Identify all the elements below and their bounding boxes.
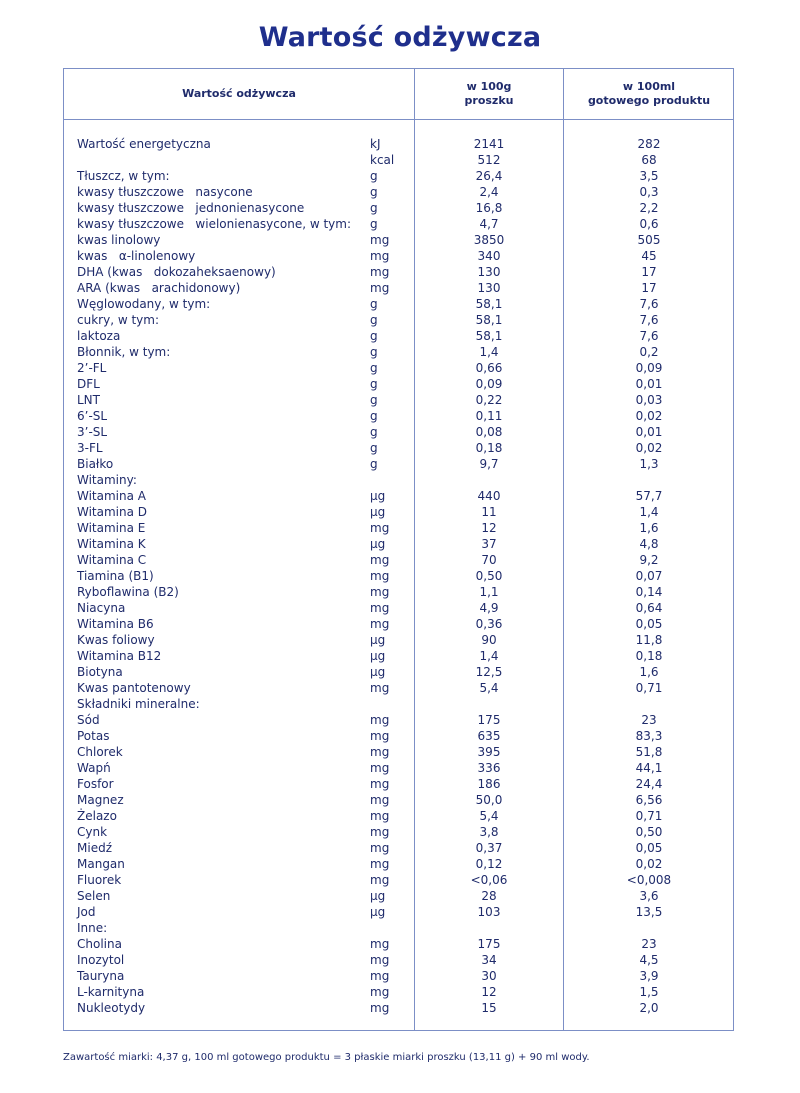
nutrient-name: Mangan	[77, 857, 125, 871]
nutrient-name: kwasy tłuszczowe nasycone	[77, 185, 253, 199]
table-row	[64, 392, 735, 408]
nutrient-name: DHA (kwas dokozaheksaenowy)	[77, 265, 276, 279]
nutrient-name: Nukleotydy	[77, 1001, 146, 1015]
nutrient-name: Białko	[77, 457, 114, 471]
unit-cell: mg	[370, 1001, 390, 1015]
header-100g-cell	[415, 69, 563, 119]
unit-cell: g	[370, 185, 378, 199]
value-100g: 0,22	[475, 393, 503, 407]
value-100ml: 6,56	[635, 793, 663, 807]
nutrient-name: Fluorek	[77, 873, 122, 887]
value-100g: 1,4	[479, 345, 499, 359]
table-row	[64, 968, 735, 984]
table-row	[64, 520, 735, 536]
value-100g: <0,06	[470, 873, 508, 887]
table-row	[64, 312, 735, 328]
table-row	[64, 984, 735, 1000]
unit-cell: µg	[370, 665, 386, 679]
unit-cell: g	[370, 393, 378, 407]
nutrient-name: Miedź	[77, 841, 112, 855]
value-100ml: 0,02	[635, 441, 663, 455]
table-row	[64, 296, 735, 312]
value-100ml: 4,8	[639, 537, 659, 551]
table-row	[64, 840, 735, 856]
value-100ml: 17	[641, 265, 657, 279]
nutrient-name: Węglowodany, w tym:	[77, 297, 211, 311]
nutrient-name: Fosfor	[77, 777, 114, 791]
header-100g-line1: w 100g	[466, 80, 512, 93]
unit-cell: mg	[370, 617, 390, 631]
nutrient-name: Magnez	[77, 793, 124, 807]
nutrient-name: kwas linolowy	[77, 233, 161, 247]
nutrient-name: Błonnik, w tym:	[77, 345, 171, 359]
table-row	[64, 360, 735, 376]
value-100ml: 9,2	[639, 553, 659, 567]
value-100g: 5,4	[479, 809, 499, 823]
nutrient-name: 6’-SL	[77, 409, 108, 423]
value-100ml: 0,03	[635, 393, 663, 407]
table-row	[64, 280, 735, 296]
value-100g: 4,9	[479, 601, 499, 615]
header-100ml-line1: w 100ml	[622, 80, 676, 93]
table-row	[64, 264, 735, 280]
value-100g: 186	[477, 777, 501, 791]
value-100ml: 17	[641, 281, 657, 295]
value-100g: 635	[477, 729, 501, 743]
unit-cell: g	[370, 409, 378, 423]
unit-cell: g	[370, 217, 378, 231]
value-100g: 130	[477, 265, 501, 279]
nutrient-name: Witamina K	[77, 537, 146, 551]
value-100ml: 0,01	[635, 377, 663, 391]
unit-cell: kcal	[370, 153, 395, 167]
unit-cell: mg	[370, 265, 390, 279]
value-100g: 58,1	[475, 329, 503, 343]
value-100ml: 3,9	[639, 969, 659, 983]
value-100ml: 7,6	[639, 329, 659, 343]
table-row	[64, 200, 735, 216]
value-100g: 11	[481, 505, 497, 519]
nutrient-name: Witamina C	[77, 553, 147, 567]
table-row	[64, 136, 735, 152]
nutrient-name: Wartość energetyczna	[77, 137, 211, 151]
table-row	[64, 376, 735, 392]
value-100g: 12	[481, 521, 497, 535]
unit-cell: mg	[370, 809, 390, 823]
nutrient-name: Kwas pantotenowy	[77, 681, 191, 695]
table-row	[64, 712, 735, 728]
unit-cell: g	[370, 169, 378, 183]
nutrient-name: Selen	[77, 889, 111, 903]
value-100g: 0,09	[475, 377, 503, 391]
value-100g: 0,50	[475, 569, 503, 583]
unit-cell: mg	[370, 569, 390, 583]
table-row	[64, 456, 735, 472]
unit-cell: µg	[370, 905, 386, 919]
table-row	[64, 696, 735, 712]
unit-cell: mg	[370, 233, 390, 247]
value-100ml: 0,3	[639, 185, 659, 199]
table-row	[64, 664, 735, 680]
value-100ml: 7,6	[639, 297, 659, 311]
unit-cell: g	[370, 313, 378, 327]
nutrient-name: Witamina A	[77, 489, 146, 503]
value-100ml: 57,7	[635, 489, 663, 503]
value-100ml: 0,64	[635, 601, 663, 615]
value-100g: 395	[477, 745, 501, 759]
table-row	[64, 504, 735, 520]
nutrient-name: 2’-FL	[77, 361, 107, 375]
unit-cell: mg	[370, 585, 390, 599]
unit-cell: µg	[370, 505, 386, 519]
table-row	[64, 952, 735, 968]
nutrient-name: Witamina B6	[77, 617, 154, 631]
nutrient-name: laktoza	[77, 329, 121, 343]
table-row	[64, 632, 735, 648]
nutrient-name: Tauryna	[77, 969, 125, 983]
table-row	[64, 216, 735, 232]
value-100ml: 0,6	[639, 217, 659, 231]
unit-cell: mg	[370, 761, 390, 775]
page-title: Wartość odżywcza	[258, 22, 542, 53]
value-100g: 9,7	[479, 457, 499, 471]
table-row	[64, 648, 735, 664]
value-100ml: 0,71	[635, 681, 663, 695]
table-body	[64, 136, 735, 1016]
table-row	[64, 792, 735, 808]
nutrient-name: Witamina E	[77, 521, 146, 535]
unit-cell: mg	[370, 937, 390, 951]
value-100g: 15	[481, 1001, 497, 1015]
table-row	[64, 904, 735, 920]
value-100g: 3850	[473, 233, 505, 247]
unit-cell: mg	[370, 729, 390, 743]
value-100ml: 0,02	[635, 857, 663, 871]
nutrient-name: kwasy tłuszczowe wielonienasycone, w tym:	[77, 217, 352, 231]
value-100ml: 23	[641, 937, 657, 951]
table-row	[64, 616, 735, 632]
table-row	[64, 344, 735, 360]
value-100ml: 1,4	[639, 505, 659, 519]
table-row	[64, 872, 735, 888]
table-row	[64, 440, 735, 456]
value-100g: 90	[481, 633, 497, 647]
value-100g: 26,4	[475, 169, 503, 183]
value-100ml: 1,3	[639, 457, 659, 471]
table-row	[64, 552, 735, 568]
unit-cell: g	[370, 329, 378, 343]
table-row	[64, 776, 735, 792]
table-row	[64, 728, 735, 744]
value-100g: 12,5	[475, 665, 503, 679]
value-100g: 440	[477, 489, 501, 503]
value-100g: 2141	[473, 137, 505, 151]
unit-cell: mg	[370, 249, 390, 263]
nutrient-name: Cynk	[77, 825, 108, 839]
table-row	[64, 184, 735, 200]
nutrient-name: Tiamina (B1)	[77, 569, 154, 583]
value-100g: 37	[481, 537, 497, 551]
value-100ml: 0,18	[635, 649, 663, 663]
nutrient-name: Żelazo	[77, 809, 117, 823]
value-100g: 12	[481, 985, 497, 999]
table-row	[64, 536, 735, 552]
unit-cell: g	[370, 201, 378, 215]
value-100g: 28	[481, 889, 497, 903]
unit-cell: mg	[370, 281, 390, 295]
unit-cell: g	[370, 425, 378, 439]
value-100ml: 1,6	[639, 521, 659, 535]
value-100ml: 44,1	[635, 761, 663, 775]
table-row	[64, 584, 735, 600]
value-100g: 34	[481, 953, 497, 967]
table-row	[64, 760, 735, 776]
table-row	[64, 408, 735, 424]
value-100ml: 505	[637, 233, 661, 247]
value-100g: 58,1	[475, 313, 503, 327]
table-row	[64, 232, 735, 248]
value-100ml: 11,8	[635, 633, 663, 647]
header-100ml-cell	[564, 69, 734, 119]
value-100ml: 0,07	[635, 569, 663, 583]
table-row	[64, 424, 735, 440]
value-100ml: 282	[637, 137, 661, 151]
value-100g: 0,18	[475, 441, 503, 455]
nutrient-name: 3’-SL	[77, 425, 108, 439]
unit-cell: mg	[370, 953, 390, 967]
table-row	[64, 600, 735, 616]
table-row	[64, 472, 735, 488]
value-100g: 0,36	[475, 617, 503, 631]
nutrient-name: Witamina D	[77, 505, 148, 519]
value-100g: 4,7	[479, 217, 499, 231]
unit-cell: mg	[370, 985, 390, 999]
nutrient-name: 3-FL	[77, 441, 103, 455]
value-100g: 0,12	[475, 857, 503, 871]
value-100ml: 0,71	[635, 809, 663, 823]
value-100g: 103	[477, 905, 501, 919]
unit-cell: mg	[370, 841, 390, 855]
value-100g: 175	[477, 713, 501, 727]
unit-cell: mg	[370, 857, 390, 871]
unit-cell: g	[370, 361, 378, 375]
value-100g: 512	[477, 153, 501, 167]
unit-cell: mg	[370, 601, 390, 615]
value-100g: 0,08	[475, 425, 503, 439]
table-row	[64, 680, 735, 696]
nutrient-name: Witaminy:	[77, 473, 137, 487]
unit-cell: mg	[370, 969, 390, 983]
table-row	[64, 248, 735, 264]
nutrient-name: Wapń	[77, 761, 111, 775]
table-row	[64, 920, 735, 936]
value-100ml: 4,5	[639, 953, 659, 967]
nutrient-name: Niacyna	[77, 601, 126, 615]
unit-cell: µg	[370, 633, 386, 647]
table-row	[64, 152, 735, 168]
value-100g: 336	[477, 761, 501, 775]
unit-cell: mg	[370, 873, 390, 887]
nutrient-name: kwas α-linolenowy	[77, 249, 196, 263]
unit-cell: µg	[370, 889, 386, 903]
value-100ml: 13,5	[635, 905, 663, 919]
nutrient-name: Ryboflawina (B2)	[77, 585, 179, 599]
nutrient-name: Inne:	[77, 921, 108, 935]
unit-cell: g	[370, 377, 378, 391]
nutrient-name: DFL	[77, 377, 100, 391]
unit-cell: mg	[370, 681, 390, 695]
unit-cell: g	[370, 457, 378, 471]
value-100ml: 0,09	[635, 361, 663, 375]
value-100ml: 0,05	[635, 841, 663, 855]
value-100g: 58,1	[475, 297, 503, 311]
value-100ml: 0,50	[635, 825, 663, 839]
value-100ml: 23	[641, 713, 657, 727]
header-name-cell	[64, 69, 414, 119]
value-100g: 0,37	[475, 841, 503, 855]
value-100g: 3,8	[479, 825, 499, 839]
value-100ml: 0,05	[635, 617, 663, 631]
value-100ml: 1,5	[639, 985, 659, 999]
value-100g: 1,1	[479, 585, 499, 599]
value-100g: 1,4	[479, 649, 499, 663]
nutrient-name: Biotyna	[77, 665, 123, 679]
unit-cell: g	[370, 297, 378, 311]
value-100ml: 2,0	[639, 1001, 659, 1015]
value-100ml: 68	[641, 153, 657, 167]
value-100g: 175	[477, 937, 501, 951]
unit-cell: mg	[370, 713, 390, 727]
nutrient-name: Cholina	[77, 937, 122, 951]
nutrient-name: Sód	[77, 713, 100, 727]
header-divider	[64, 119, 733, 120]
nutrient-name: Kwas foliowy	[77, 633, 155, 647]
value-100ml: 45	[641, 249, 657, 263]
value-100ml: 1,6	[639, 665, 659, 679]
table-row	[64, 808, 735, 824]
unit-cell: mg	[370, 777, 390, 791]
value-100ml: 0,01	[635, 425, 663, 439]
header-100ml-line2: gotowego produktu	[587, 94, 711, 107]
value-100ml: 24,4	[635, 777, 663, 791]
value-100ml: 51,8	[635, 745, 663, 759]
nutrient-name: Tłuszcz, w tym:	[77, 169, 170, 183]
value-100g: 0,11	[475, 409, 503, 423]
value-100ml: 0,14	[635, 585, 663, 599]
value-100ml: 0,2	[639, 345, 659, 359]
nutrient-name: Jod	[77, 905, 96, 919]
table-row	[64, 168, 735, 184]
unit-cell: µg	[370, 489, 386, 503]
header-name-label: Wartość odżywcza	[182, 87, 296, 100]
table-row	[64, 488, 735, 504]
nutrient-name: Potas	[77, 729, 110, 743]
unit-cell: g	[370, 345, 378, 359]
table-row	[64, 936, 735, 952]
nutrient-name: Chlorek	[77, 745, 123, 759]
value-100g: 16,8	[475, 201, 503, 215]
nutrient-name: kwasy tłuszczowe jednonienasycone	[77, 201, 305, 215]
value-100ml: 2,2	[639, 201, 659, 215]
unit-cell: g	[370, 441, 378, 455]
value-100g: 5,4	[479, 681, 499, 695]
nutrient-name: L-karnityna	[77, 985, 145, 999]
value-100ml: 0,02	[635, 409, 663, 423]
value-100ml: 7,6	[639, 313, 659, 327]
nutrient-name: Składniki mineralne:	[77, 697, 200, 711]
table-row	[64, 824, 735, 840]
unit-cell: µg	[370, 537, 386, 551]
value-100ml: 3,5	[639, 169, 659, 183]
unit-cell: mg	[370, 825, 390, 839]
nutrient-name: LNT	[77, 393, 100, 407]
value-100ml: <0,008	[626, 873, 672, 887]
value-100g: 130	[477, 281, 501, 295]
footnote: Zawartość miarki: 4,37 g, 100 ml gotowego produktu = 3 płaskie miarki proszku (13,11 g) + 90 ml wody.	[63, 1052, 590, 1063]
unit-cell: mg	[370, 553, 390, 567]
value-100g: 340	[477, 249, 501, 263]
table-row	[64, 568, 735, 584]
table-row	[64, 856, 735, 872]
unit-cell: mg	[370, 745, 390, 759]
value-100ml: 83,3	[635, 729, 663, 743]
value-100g: 70	[481, 553, 497, 567]
unit-cell: mg	[370, 793, 390, 807]
unit-cell: kJ	[370, 137, 381, 151]
value-100g: 50,0	[475, 793, 503, 807]
value-100g: 0,66	[475, 361, 503, 375]
unit-cell: µg	[370, 649, 386, 663]
table-row	[64, 1000, 735, 1016]
value-100g: 30	[481, 969, 497, 983]
value-100g: 2,4	[479, 185, 499, 199]
table-row	[64, 328, 735, 344]
value-100ml: 3,6	[639, 889, 659, 903]
nutrient-name: Witamina B12	[77, 649, 162, 663]
nutrient-name: Inozytol	[77, 953, 125, 967]
nutrient-name: ARA (kwas arachidonowy)	[77, 281, 241, 295]
nutrition-table	[63, 68, 734, 1031]
unit-cell: mg	[370, 521, 390, 535]
nutrient-name: cukry, w tym:	[77, 313, 159, 327]
table-row	[64, 744, 735, 760]
table-row	[64, 888, 735, 904]
header-100g-line2: proszku	[464, 94, 514, 107]
